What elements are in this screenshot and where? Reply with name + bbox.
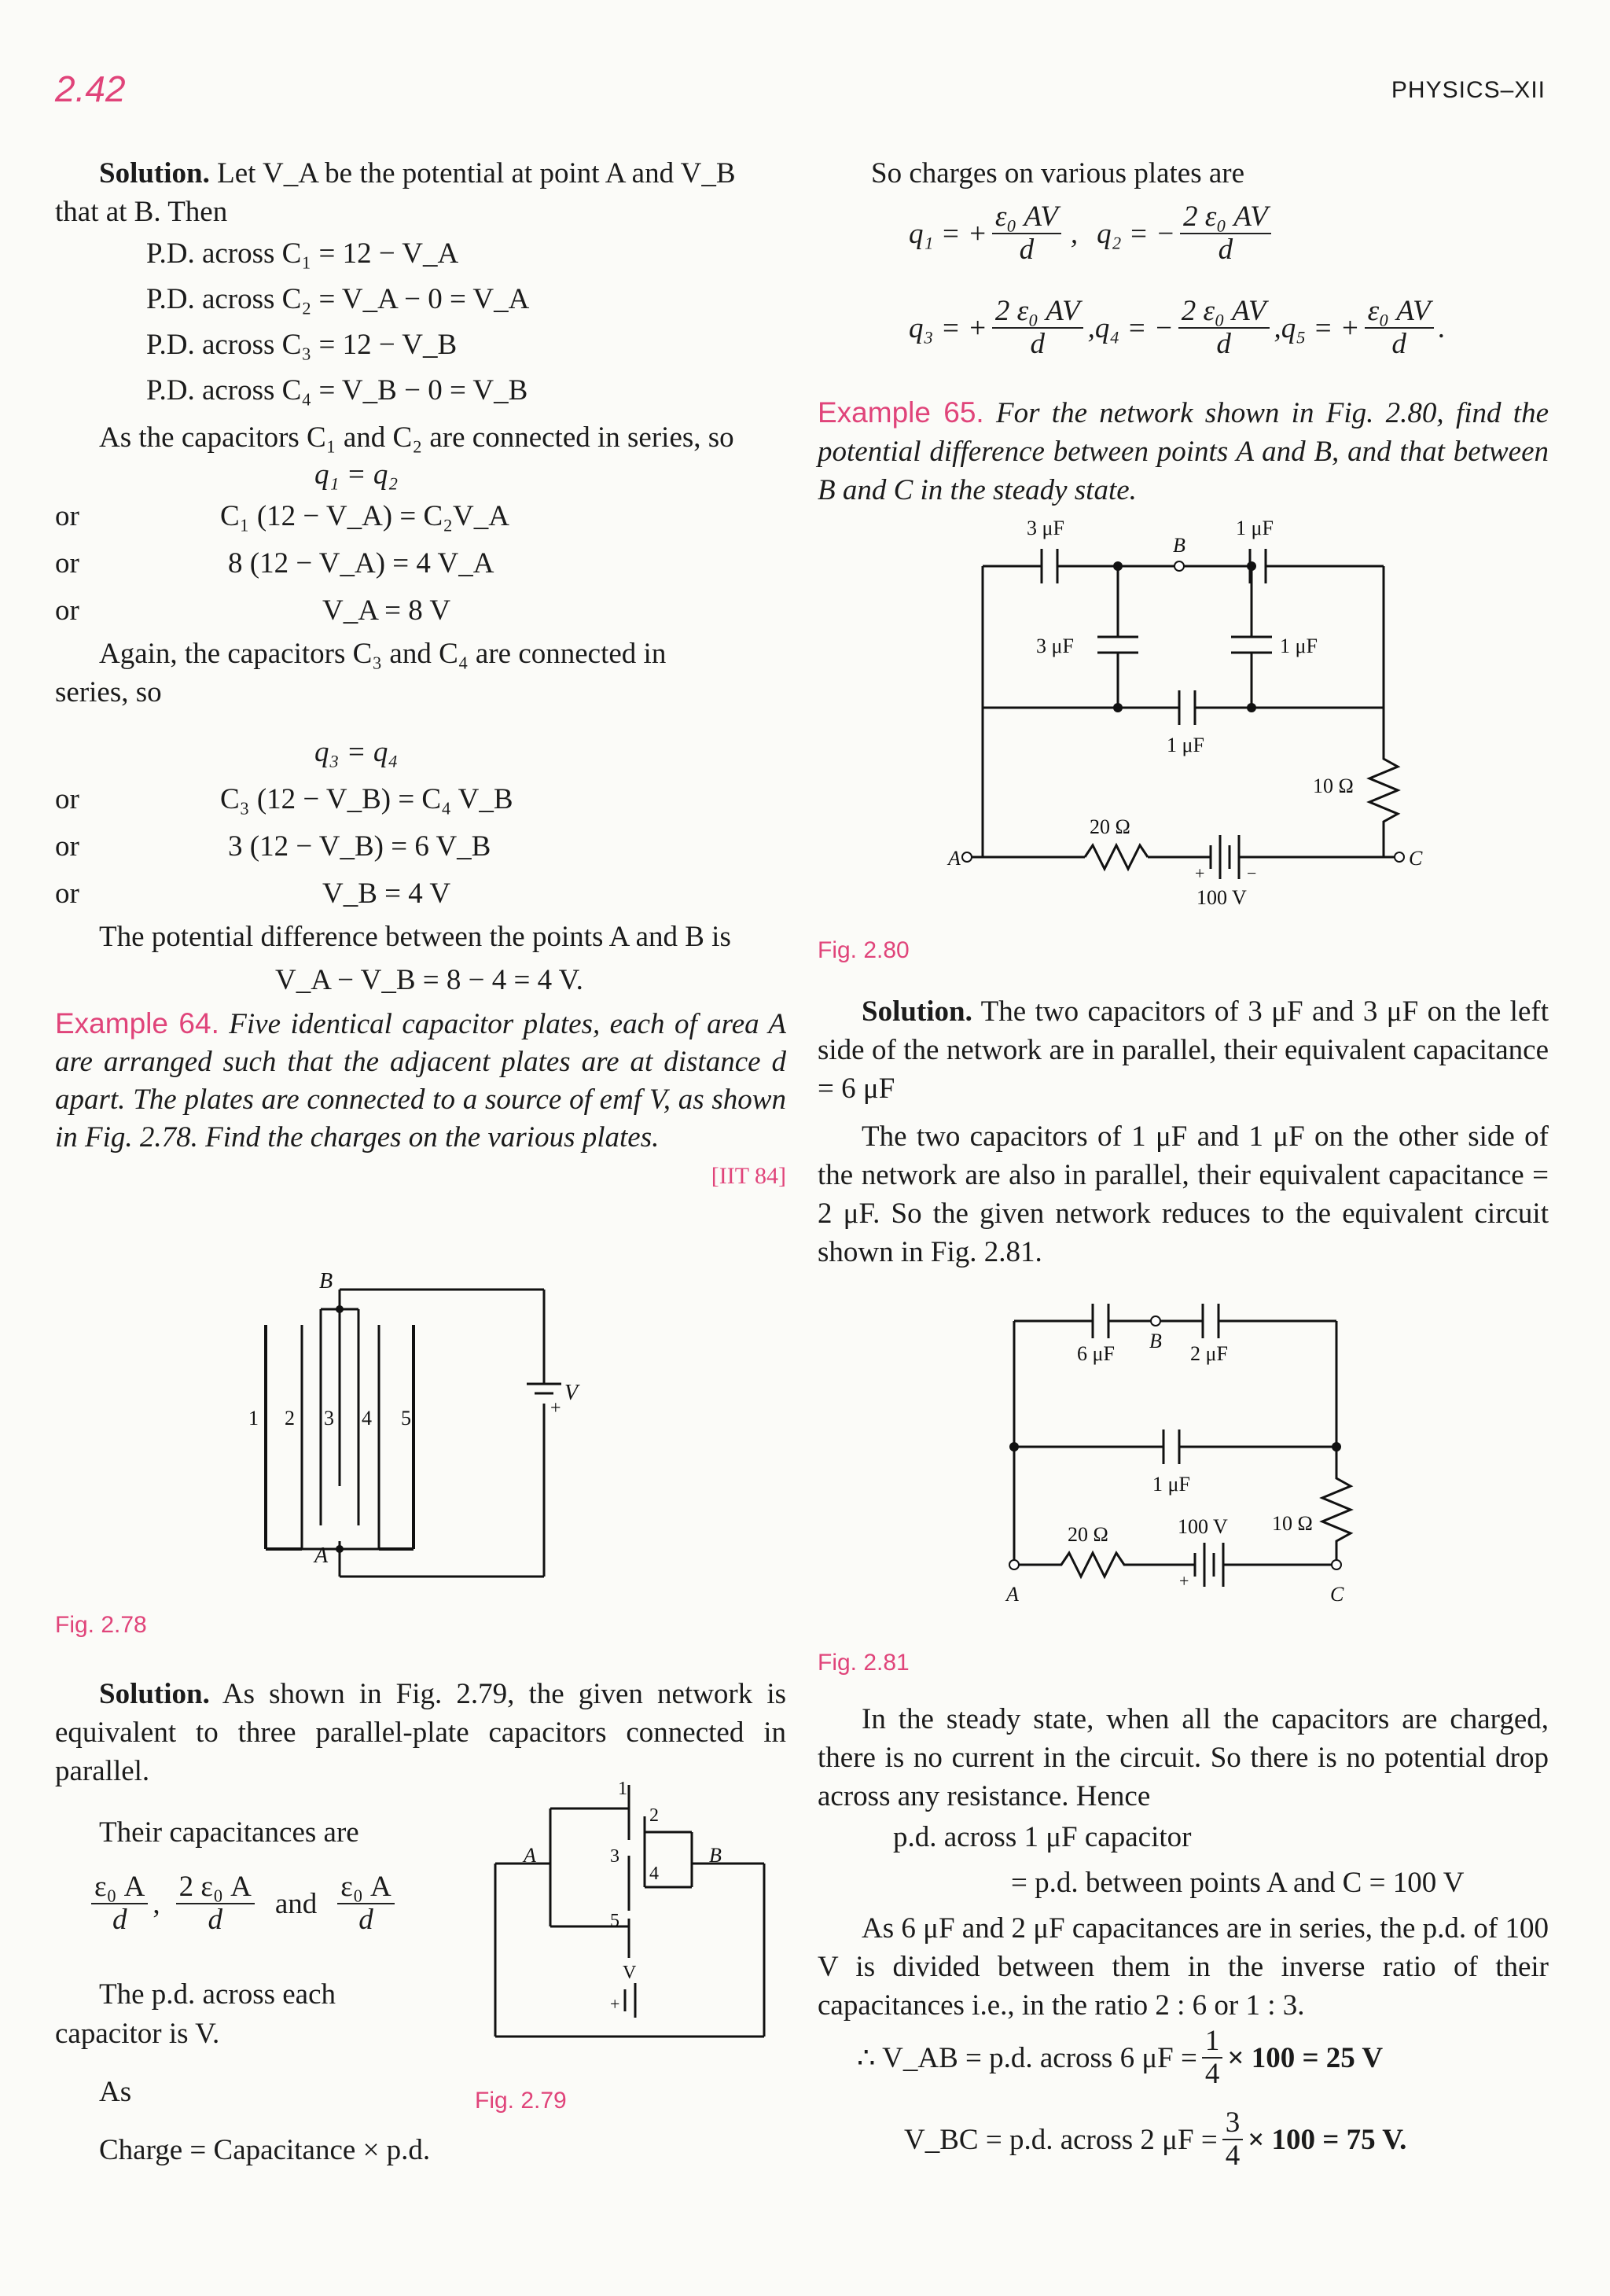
- plate-label: 5: [610, 1911, 619, 1931]
- label-3uF-mid: 3 μF: [1036, 635, 1074, 657]
- series-statement-2b: series, so: [55, 676, 162, 708]
- pd-1uF-b: = p.d. between points A and C = 100 V: [1011, 1867, 1465, 1899]
- label-V: V: [623, 1963, 637, 1983]
- pd-line: P.D. across C₁ = 12 − V_A: [146, 237, 459, 270]
- pd-line: P.D. across C₂ = V_A − 0 = V_A: [146, 283, 530, 315]
- label-plus: +: [550, 1398, 561, 1418]
- label-C: C: [1330, 1583, 1344, 1606]
- label-A: A: [948, 847, 961, 870]
- label-A: A: [524, 1844, 536, 1867]
- pd-line: P.D. across C₃ = 12 − V_B: [146, 329, 458, 361]
- series-statement-1: As the capacitors C₁ and C₂ are connected in series, so: [99, 421, 734, 454]
- plate-label: 3: [324, 1407, 334, 1429]
- figure-2-79: [487, 1777, 770, 2044]
- example-65: Example 65. For the network shown in Fig. 2.80, find the potential difference between points A and B, and that between B and C in the steady state.: [818, 396, 1549, 506]
- plate-label: 2: [649, 1805, 659, 1826]
- label-plus: +: [1179, 1571, 1189, 1591]
- eq-row: or 8 (12 − V_A) = 4 V_A: [55, 547, 494, 580]
- fig-2-79-caption: Fig. 2.79: [475, 2088, 567, 2114]
- para-2: The two capacitors of 1 μF and 1 μF on the other side of the network are also in parallel, their equivalent capacitance = 2 μF. So the given network reduces to the equivalent circuit shown in Fig. 2.81.: [818, 1120, 1549, 1268]
- label-A: A: [314, 1544, 329, 1568]
- label-10ohm: 10 Ω: [1272, 1512, 1313, 1535]
- pd-result: V_A − V_B = 8 − 4 = 4 V.: [275, 964, 583, 996]
- label-A: A: [1006, 1583, 1019, 1606]
- as-word: As: [99, 2076, 132, 2108]
- label-1uF-mid: 1 μF: [1280, 635, 1318, 657]
- label-20ohm: 20 Ω: [1090, 815, 1130, 838]
- figure-2-80: [943, 511, 1431, 909]
- figure-2-81: [1006, 1282, 1368, 1628]
- pd-lines: [55, 231, 786, 414]
- label-10ohm: 10 Ω: [1313, 775, 1354, 797]
- label-C: C: [1409, 847, 1423, 870]
- eq-row: or C₁ (12 − V_A) = C₂V_A: [55, 500, 509, 532]
- steady-state-para: In the steady state, when all the capacitors are charged, there is no current in the circuit. So there is no potential drop across any resistance. Hence: [818, 1703, 1549, 1812]
- page-number: 2.42: [55, 68, 126, 109]
- pd-each: The p.d. across each: [99, 1978, 336, 2011]
- label-3uF-top: 3 μF: [1027, 517, 1064, 539]
- label-20ohm: 20 Ω: [1068, 1523, 1108, 1546]
- running-title: PHYSICS–XII: [1391, 77, 1546, 103]
- label-plus: +: [1195, 863, 1205, 883]
- label-2uF: 2 μF: [1190, 1342, 1228, 1365]
- charges-row-1: q₁ = + $\frac{\text{ε₀ AV}}{d}$ , q₂ = − $\frac{\text{2 ε₀ AV}}{d}$: [909, 201, 1276, 266]
- cap-frac: $\frac{\text{ε₀ A}}{d}$: [337, 1871, 394, 1936]
- eq-row: or V_A = 8 V: [55, 594, 451, 627]
- fig-2-81-caption: Fig. 2.81: [818, 1650, 910, 1676]
- label-B: B: [1149, 1330, 1162, 1352]
- figure-2-78-plates: [236, 1242, 566, 1588]
- pd-1uF: p.d. across 1 μF capacitor: [893, 1821, 1192, 1853]
- series-statement-2: Again, the capacitors C₃ and C₄ are connected in: [99, 638, 667, 670]
- plate-label: 5: [401, 1407, 411, 1429]
- eq-q34: q₃ = q₄: [314, 736, 399, 768]
- label-V: V: [564, 1381, 579, 1405]
- eq-q12: q₁ = q₂: [314, 458, 399, 491]
- label-B: B: [1173, 534, 1185, 557]
- caps-intro: Their capacitances are: [99, 1816, 359, 1849]
- example-64-ref: [IIT 84]: [711, 1163, 786, 1189]
- ratio-para: As 6 μF and 2 μF capacitances are in series, the p.d. of 100 V is divided between them in the inverse ratio of their capacitances i.e., in the ratio 2 : 6 or 1 : 3.: [818, 1912, 1549, 2022]
- label-B: B: [709, 1844, 722, 1867]
- solution-2: Solution. As shown in Fig. 2.79, the given network is equivalent to three parallel-plate capacitors connected in parallel.: [55, 1678, 786, 1787]
- pd-each-b: capacitor is V.: [55, 2018, 220, 2050]
- charges-intro: So charges on various plates are: [871, 157, 1245, 189]
- cap-frac: $\frac{\text{ε₀ A}}{d}$: [91, 1871, 148, 1936]
- plate-label: 4: [362, 1407, 372, 1429]
- vbc-equation: V_BC = p.d. across 2 μF = $\frac{3}{4}$ × 100 = 75 V.: [904, 2107, 1407, 2172]
- capacitances: $\frac{\text{ε₀ A}}{d}$ , $\frac{\text{2 ε₀ A}}{d}$ and $\frac{\text{ε₀ A}}{d}$: [86, 1871, 399, 1936]
- label-1uF-bot: 1 μF: [1167, 734, 1204, 756]
- label-1uF: 1 μF: [1152, 1473, 1190, 1496]
- pd-line: P.D. across C₄ = V_B − 0 = V_B: [146, 374, 528, 407]
- plate-label: 4: [649, 1864, 659, 1884]
- pd-between: The potential difference between the points A and B is: [99, 921, 731, 953]
- eq-row: or C₃ (12 − V_B) = C₄ V_B: [55, 783, 513, 815]
- left-column: [55, 154, 786, 1195]
- charges-row-2: q₃ = + $\frac{\text{2 ε₀ AV}}{d}$ , q₄ = − $\frac{\text{2 ε₀ AV}}{d}$ , q₅ = + $\frac{\text{ε₀ AV}}{d}$ .: [909, 295, 1446, 360]
- example-64: Example 64. Five identical capacitor plates, each of area A are arranged such that the adjacent plates are at distance d apart. The plates are connected to a source of emf V, as shown in Fig. 2.78. Find the charges on the various plates.: [55, 1007, 786, 1154]
- fig-2-80-caption: Fig. 2.80: [818, 937, 910, 963]
- fig-2-78-caption: Fig. 2.78: [55, 1612, 147, 1638]
- solution-3: Solution. The two capacitors of 3 μF and 3 μF on the left side of the network are in parallel, their equivalent capacitance = 6 μF The two capacitors of 1 μF and 1 μF on the other side of the network are also in parallel, their equivalent capacitance = 2 μF. So the given network reduces to the equivalent circuit shown in Fig. 2.81.: [818, 992, 1549, 1271]
- solution-1-cont: that at B. Then: [55, 196, 228, 228]
- eq-row: or V_B = 4 V: [55, 878, 451, 910]
- label-1uF-top: 1 μF: [1236, 517, 1274, 539]
- charge-equation: Charge = Capacitance × p.d.: [99, 2134, 431, 2166]
- label-100V: 100 V: [1196, 886, 1247, 909]
- cap-frac: $\frac{\text{2 ε₀ A}}{d}$: [176, 1871, 255, 1936]
- plate-label: 1: [618, 1779, 627, 1799]
- plate-label: 3: [610, 1846, 619, 1867]
- label-minus: −: [1247, 863, 1257, 883]
- solution-1: Solution. Let V_A be the potential at point A and V_B: [99, 157, 736, 189]
- eq-row: or 3 (12 − V_B) = 6 V_B: [55, 830, 491, 863]
- plate-label: 1: [248, 1407, 259, 1429]
- vab-equation: ∴ V_AB = p.d. across 6 μF = $\frac{1}{4}$ × 100 = 25 V: [857, 2025, 1384, 2090]
- plate-label: 2: [285, 1407, 295, 1429]
- label-6uF: 6 μF: [1077, 1342, 1115, 1365]
- label-B: B: [319, 1269, 333, 1293]
- label-100V: 100 V: [1178, 1515, 1228, 1538]
- label-plus: +: [610, 1994, 620, 2014]
